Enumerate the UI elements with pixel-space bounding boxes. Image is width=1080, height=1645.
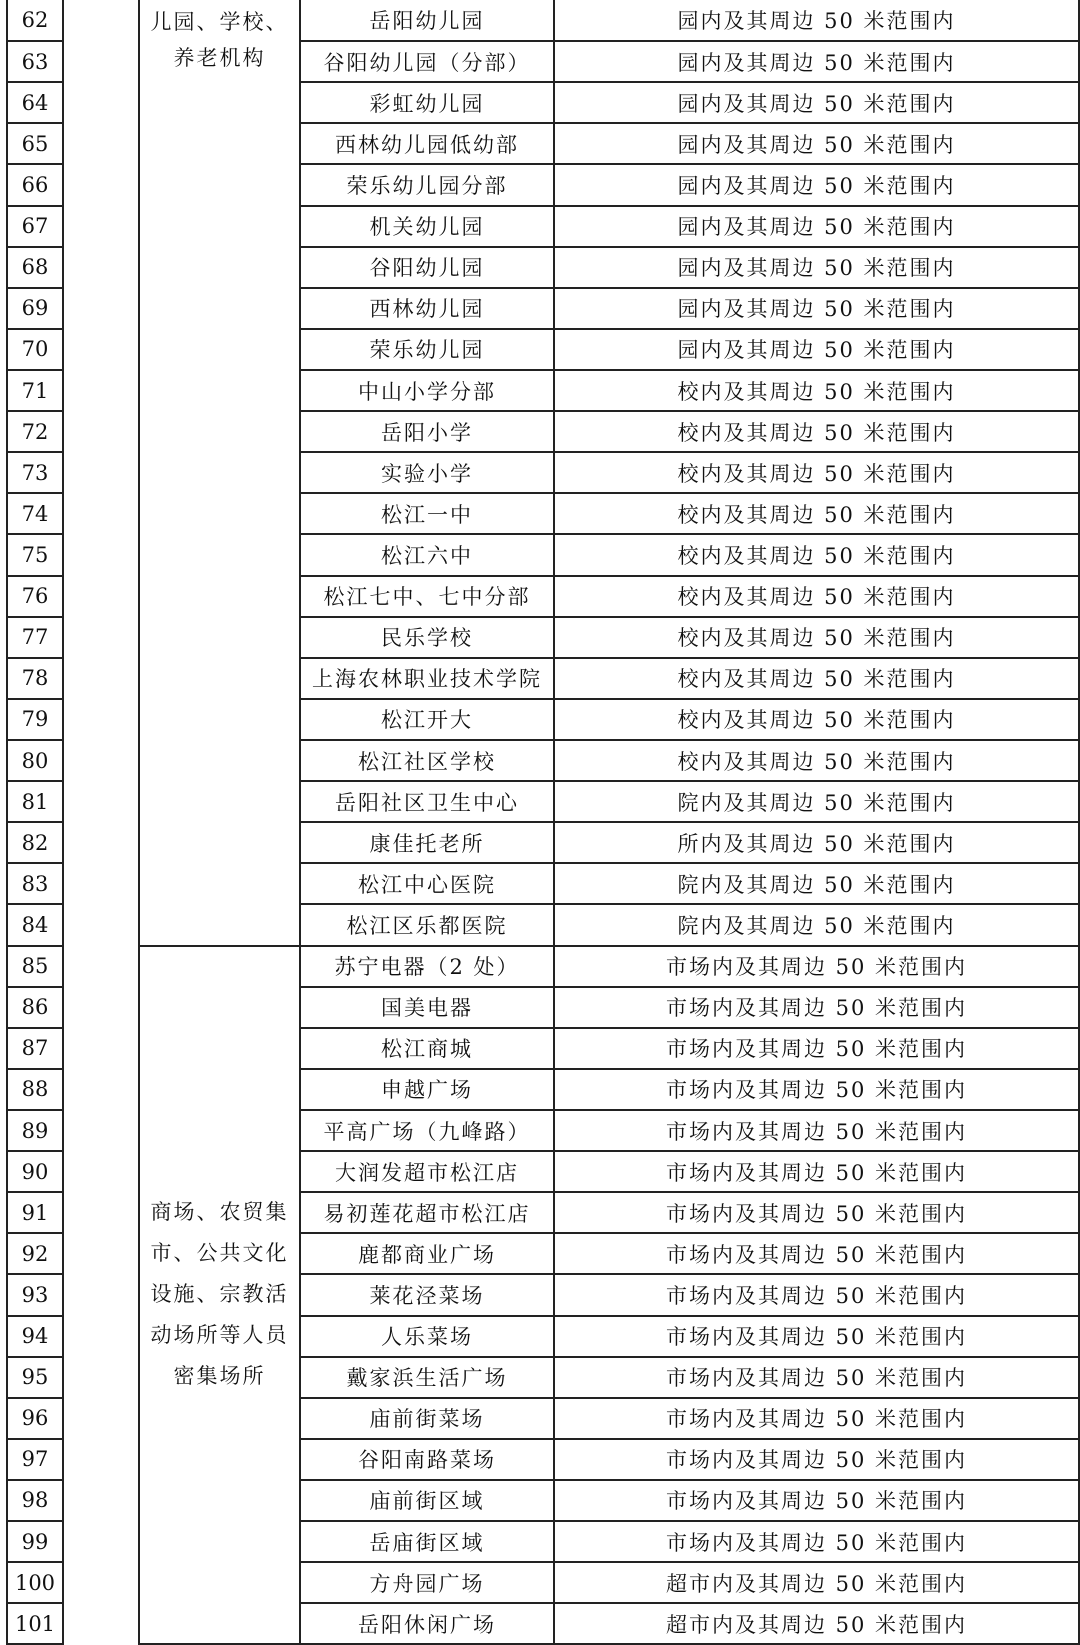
outer-category-cell — [63, 0, 139, 1644]
category-line: 儿园、学校、 — [150, 10, 289, 34]
row-number-cell: 65 — [7, 123, 63, 164]
place-name-cell: 康佳托老所 — [300, 822, 554, 863]
category-line: 密集场所 — [173, 1364, 266, 1389]
scope-cell: 园内及其周边 50 米范围内 — [554, 164, 1079, 205]
row-number-cell: 67 — [7, 206, 63, 247]
row-number-cell: 75 — [7, 534, 63, 575]
category-line: 动场所等人员 — [150, 1323, 289, 1348]
scope-cell: 校内及其周边 50 米范围内 — [554, 493, 1079, 534]
place-name-cell: 谷阳南路菜场 — [300, 1439, 554, 1480]
place-name-cell: 岳庙街区域 — [300, 1521, 554, 1562]
scope-cell: 市场内及其周边 50 米范围内 — [554, 1316, 1079, 1357]
row-number-cell: 99 — [7, 1521, 63, 1562]
scope-cell: 市场内及其周边 50 米范围内 — [554, 1274, 1079, 1315]
place-name-cell: 申越广场 — [300, 1069, 554, 1110]
scope-cell: 校内及其周边 50 米范围内 — [554, 370, 1079, 411]
place-name-cell: 庙前街菜场 — [300, 1398, 554, 1439]
scope-cell: 园内及其周边 50 米范围内 — [554, 288, 1079, 329]
scope-cell: 校内及其周边 50 米范围内 — [554, 740, 1079, 781]
place-name-cell: 松江中心医院 — [300, 863, 554, 904]
scope-cell: 园内及其周边 50 米范围内 — [554, 123, 1079, 164]
row-number-cell: 101 — [7, 1603, 63, 1644]
scope-cell: 市场内及其周边 50 米范围内 — [554, 1398, 1079, 1439]
scope-cell: 校内及其周边 50 米范围内 — [554, 576, 1079, 617]
place-name-cell: 机关幼儿园 — [300, 206, 554, 247]
place-name-cell: 西林幼儿园低幼部 — [300, 123, 554, 164]
row-number-cell: 85 — [7, 946, 63, 987]
row-number-cell: 86 — [7, 987, 63, 1028]
row-number-cell: 78 — [7, 658, 63, 699]
place-name-cell: 松江开大 — [300, 699, 554, 740]
scope-cell: 校内及其周边 50 米范围内 — [554, 617, 1079, 658]
category-line: 市、公共文化 — [150, 1241, 289, 1266]
row-number-cell: 70 — [7, 329, 63, 370]
scope-cell: 市场内及其周边 50 米范围内 — [554, 1357, 1079, 1398]
scope-cell: 超市内及其周边 50 米范围内 — [554, 1603, 1079, 1644]
scope-cell: 市场内及其周边 50 米范围内 — [554, 1192, 1079, 1233]
row-number-cell: 94 — [7, 1316, 63, 1357]
scope-cell: 校内及其周边 50 米范围内 — [554, 411, 1079, 452]
scope-cell: 市场内及其周边 50 米范围内 — [554, 1439, 1079, 1480]
category-line: 养老机构 — [173, 46, 266, 70]
table-row — [7, 0, 1079, 41]
place-name-cell: 上海农林职业技术学院 — [300, 658, 554, 699]
place-name-cell: 西林幼儿园 — [300, 288, 554, 329]
places-table — [6, 0, 1080, 1645]
scope-cell: 园内及其周边 50 米范围内 — [554, 0, 1079, 41]
scope-cell: 园内及其周边 50 米范围内 — [554, 247, 1079, 288]
place-name-cell: 松江社区学校 — [300, 740, 554, 781]
scope-cell: 市场内及其周边 50 米范围内 — [554, 987, 1079, 1028]
scope-cell: 市场内及其周边 50 米范围内 — [554, 1110, 1079, 1151]
row-number-cell: 63 — [7, 41, 63, 82]
place-name-cell: 松江六中 — [300, 534, 554, 575]
place-name-cell: 实验小学 — [300, 452, 554, 493]
scope-cell: 园内及其周边 50 米范围内 — [554, 82, 1079, 123]
place-name-cell: 松江商城 — [300, 1028, 554, 1069]
scope-cell: 超市内及其周边 50 米范围内 — [554, 1562, 1079, 1603]
row-number-cell: 73 — [7, 452, 63, 493]
category-line: 商场、农贸集 — [150, 1200, 289, 1225]
row-number-cell: 79 — [7, 699, 63, 740]
row-number-cell: 64 — [7, 82, 63, 123]
row-number-cell: 87 — [7, 1028, 63, 1069]
scope-cell: 院内及其周边 50 米范围内 — [554, 781, 1079, 822]
place-name-cell: 岳阳幼儿园 — [300, 0, 554, 41]
category-cell-schools — [139, 0, 300, 946]
row-number-cell: 72 — [7, 411, 63, 452]
place-name-cell: 松江区乐都医院 — [300, 904, 554, 945]
place-name-cell: 庙前街区域 — [300, 1480, 554, 1521]
place-name-cell: 谷阳幼儿园（分部） — [300, 41, 554, 82]
place-name-cell: 方舟园广场 — [300, 1562, 554, 1603]
category-cell-crowded-places — [139, 946, 300, 1645]
scope-cell: 市场内及其周边 50 米范围内 — [554, 1233, 1079, 1274]
row-number-cell: 100 — [7, 1562, 63, 1603]
place-name-cell: 莱花泾菜场 — [300, 1274, 554, 1315]
row-number-cell: 84 — [7, 904, 63, 945]
place-name-cell: 松江七中、七中分部 — [300, 576, 554, 617]
row-number-cell: 66 — [7, 164, 63, 205]
place-name-cell: 岳阳休闲广场 — [300, 1603, 554, 1644]
scope-cell: 市场内及其周边 50 米范围内 — [554, 1521, 1079, 1562]
row-number-cell: 83 — [7, 863, 63, 904]
scope-cell: 市场内及其周边 50 米范围内 — [554, 946, 1079, 987]
place-name-cell: 松江一中 — [300, 493, 554, 534]
row-number-cell: 62 — [7, 0, 63, 41]
place-name-cell: 戴家浜生活广场 — [300, 1357, 554, 1398]
row-number-cell: 69 — [7, 288, 63, 329]
place-name-cell: 人乐菜场 — [300, 1316, 554, 1357]
scope-cell: 校内及其周边 50 米范围内 — [554, 658, 1079, 699]
scope-cell: 市场内及其周边 50 米范围内 — [554, 1028, 1079, 1069]
row-number-cell: 97 — [7, 1439, 63, 1480]
row-number-cell: 88 — [7, 1069, 63, 1110]
row-number-cell: 81 — [7, 781, 63, 822]
row-number-cell: 96 — [7, 1398, 63, 1439]
row-number-cell: 91 — [7, 1192, 63, 1233]
row-number-cell: 77 — [7, 617, 63, 658]
row-number-cell: 90 — [7, 1151, 63, 1192]
scope-cell: 市场内及其周边 50 米范围内 — [554, 1151, 1079, 1192]
row-number-cell: 82 — [7, 822, 63, 863]
scope-cell: 校内及其周边 50 米范围内 — [554, 534, 1079, 575]
row-number-cell: 89 — [7, 1110, 63, 1151]
row-number-cell: 98 — [7, 1480, 63, 1521]
scope-cell: 市场内及其周边 50 米范围内 — [554, 1069, 1079, 1110]
row-number-cell: 80 — [7, 740, 63, 781]
scope-cell: 所内及其周边 50 米范围内 — [554, 822, 1079, 863]
scope-cell: 校内及其周边 50 米范围内 — [554, 452, 1079, 493]
scope-cell: 园内及其周边 50 米范围内 — [554, 329, 1079, 370]
row-number-cell: 95 — [7, 1357, 63, 1398]
row-number-cell: 93 — [7, 1274, 63, 1315]
scope-cell: 院内及其周边 50 米范围内 — [554, 863, 1079, 904]
place-name-cell: 国美电器 — [300, 987, 554, 1028]
row-number-cell: 71 — [7, 370, 63, 411]
scope-cell: 院内及其周边 50 米范围内 — [554, 904, 1079, 945]
table-body — [7, 0, 1079, 1644]
scope-cell: 园内及其周边 50 米范围内 — [554, 41, 1079, 82]
row-number-cell: 92 — [7, 1233, 63, 1274]
row-number-cell: 76 — [7, 576, 63, 617]
place-name-cell: 岳阳小学 — [300, 411, 554, 452]
scope-cell: 园内及其周边 50 米范围内 — [554, 206, 1079, 247]
place-name-cell: 荣乐幼儿园分部 — [300, 164, 554, 205]
scope-cell: 校内及其周边 50 米范围内 — [554, 699, 1079, 740]
scope-cell: 市场内及其周边 50 米范围内 — [554, 1480, 1079, 1521]
place-name-cell: 中山小学分部 — [300, 370, 554, 411]
place-name-cell: 苏宁电器（2 处） — [300, 946, 554, 987]
place-name-cell: 鹿都商业广场 — [300, 1233, 554, 1274]
row-number-cell: 68 — [7, 247, 63, 288]
place-name-cell: 大润发超市松江店 — [300, 1151, 554, 1192]
table-row — [7, 946, 1079, 987]
category-line: 设施、宗教活 — [150, 1282, 289, 1307]
row-number-cell: 74 — [7, 493, 63, 534]
place-name-cell: 平高广场（九峰路） — [300, 1110, 554, 1151]
place-name-cell: 岳阳社区卫生中心 — [300, 781, 554, 822]
place-name-cell: 彩虹幼儿园 — [300, 82, 554, 123]
place-name-cell: 荣乐幼儿园 — [300, 329, 554, 370]
place-name-cell: 易初莲花超市松江店 — [300, 1192, 554, 1233]
place-name-cell: 民乐学校 — [300, 617, 554, 658]
place-name-cell: 谷阳幼儿园 — [300, 247, 554, 288]
